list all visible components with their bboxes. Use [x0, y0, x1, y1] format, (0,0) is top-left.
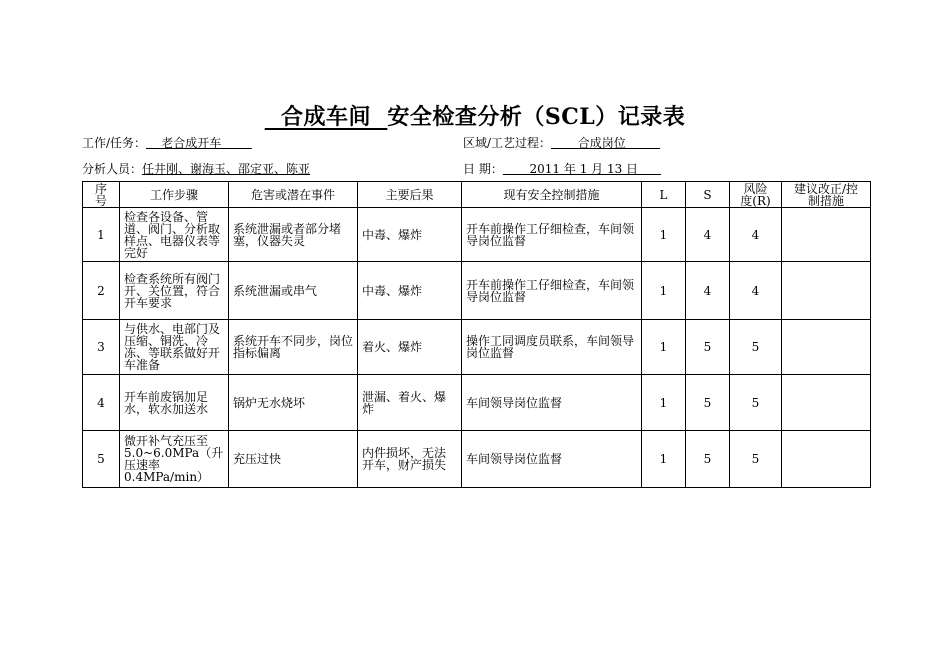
cell-consequence: 中毒、爆炸 — [358, 208, 462, 262]
task-value: 老合成开车 — [146, 136, 252, 150]
header-risk: 风险度(R) — [730, 182, 782, 208]
cell-hazard: 充压过快 — [229, 431, 358, 488]
cell-risk: 5 — [730, 320, 782, 375]
cell-l: 1 — [642, 375, 686, 431]
cell-hazard: 系统泄漏或串气 — [229, 262, 358, 320]
header-hazard: 危害或潜在事件 — [229, 182, 358, 208]
cell-l: 1 — [642, 431, 686, 488]
cell-risk: 5 — [730, 431, 782, 488]
analysts-label: 分析人员： — [82, 162, 143, 176]
cell-no: 2 — [83, 262, 120, 320]
task-label: 工作/任务： — [82, 136, 147, 150]
cell-s: 4 — [686, 208, 730, 262]
table-row — [83, 320, 871, 375]
cell-suggest — [782, 262, 871, 320]
task-field — [82, 134, 252, 151]
cell-s: 5 — [686, 431, 730, 488]
cell-l: 1 — [642, 208, 686, 262]
header-s: S — [686, 182, 730, 208]
title-workshop: 合成车间 — [264, 104, 388, 130]
cell-no: 4 — [83, 375, 120, 431]
cell-hazard: 锅炉无水烧坏 — [229, 375, 358, 431]
cell-consequence: 泄漏、着火、爆炸 — [358, 375, 462, 431]
cell-control: 开车前操作工仔细检查，车间领导岗位监督 — [462, 262, 642, 320]
cell-no: 3 — [83, 320, 120, 375]
header-step: 工作步骤 — [120, 182, 229, 208]
cell-l: 1 — [642, 320, 686, 375]
document-title — [0, 100, 950, 131]
table-row — [83, 431, 871, 488]
cell-l: 1 — [642, 262, 686, 320]
header-suggest: 建议改正/控制措施 — [782, 182, 871, 208]
table-header-row — [83, 182, 871, 208]
analysts-value: 任井刚、谢海玉、邵定亚、陈亚 — [142, 162, 311, 176]
cell-control: 车间领导岗位监督 — [462, 375, 642, 431]
cell-step: 检查系统所有阀门开、关位置，符合开车要求 — [120, 262, 229, 320]
cell-suggest — [782, 431, 871, 488]
table-row — [83, 375, 871, 431]
cell-risk: 5 — [730, 375, 782, 431]
cell-control: 车间领导岗位监督 — [462, 431, 642, 488]
table-row — [83, 262, 871, 320]
header-consequence: 主要后果 — [358, 182, 462, 208]
cell-step: 开车前废锅加足水，软水加送水 — [120, 375, 229, 431]
cell-step: 检查各设备、管道、阀门、分析取样点、电器仪表等完好 — [120, 208, 229, 262]
cell-risk: 4 — [730, 262, 782, 320]
cell-hazard: 系统泄漏或者部分堵塞，仪器失灵 — [229, 208, 358, 262]
table-row — [83, 208, 871, 262]
cell-s: 5 — [686, 320, 730, 375]
cell-no: 5 — [83, 431, 120, 488]
cell-no: 1 — [83, 208, 120, 262]
analysts-field — [82, 160, 310, 177]
scl-record-table — [82, 181, 871, 488]
cell-risk: 4 — [730, 208, 782, 262]
date-label: 日 期： — [463, 162, 503, 176]
header-control: 现有安全控制措施 — [462, 182, 642, 208]
cell-consequence: 内件损坏，无法开车，财产损失 — [358, 431, 462, 488]
cell-suggest — [782, 375, 871, 431]
area-label: 区域/工艺过程： — [463, 136, 552, 150]
cell-s: 4 — [686, 262, 730, 320]
date-field — [463, 160, 661, 177]
header-l: L — [642, 182, 686, 208]
cell-s: 5 — [686, 375, 730, 431]
cell-control: 操作工同调度员联系，车间领导岗位监督 — [462, 320, 642, 375]
area-value: 合成岗位 — [551, 136, 661, 150]
cell-consequence: 着火、爆炸 — [358, 320, 462, 375]
cell-step: 与供水、电部门及压缩、铜洗、冷冻、等联系做好开车准备 — [120, 320, 229, 375]
cell-control: 开车前操作工仔细检查，车间领导岗位监督 — [462, 208, 642, 262]
area-field — [463, 134, 660, 151]
cell-suggest — [782, 208, 871, 262]
date-value: 2011 年 1 月 13 日 — [502, 162, 661, 176]
cell-step: 微开补气充压至5.0~6.0MPa（升压速率0.4MPa/min） — [120, 431, 229, 488]
cell-suggest — [782, 320, 871, 375]
cell-consequence: 中毒、爆炸 — [358, 262, 462, 320]
cell-hazard: 系统开车不同步，岗位指标偏离 — [229, 320, 358, 375]
header-no: 序号 — [83, 182, 120, 208]
title-form-name: 安全检查分析（SCL）记录表 — [387, 104, 686, 130]
